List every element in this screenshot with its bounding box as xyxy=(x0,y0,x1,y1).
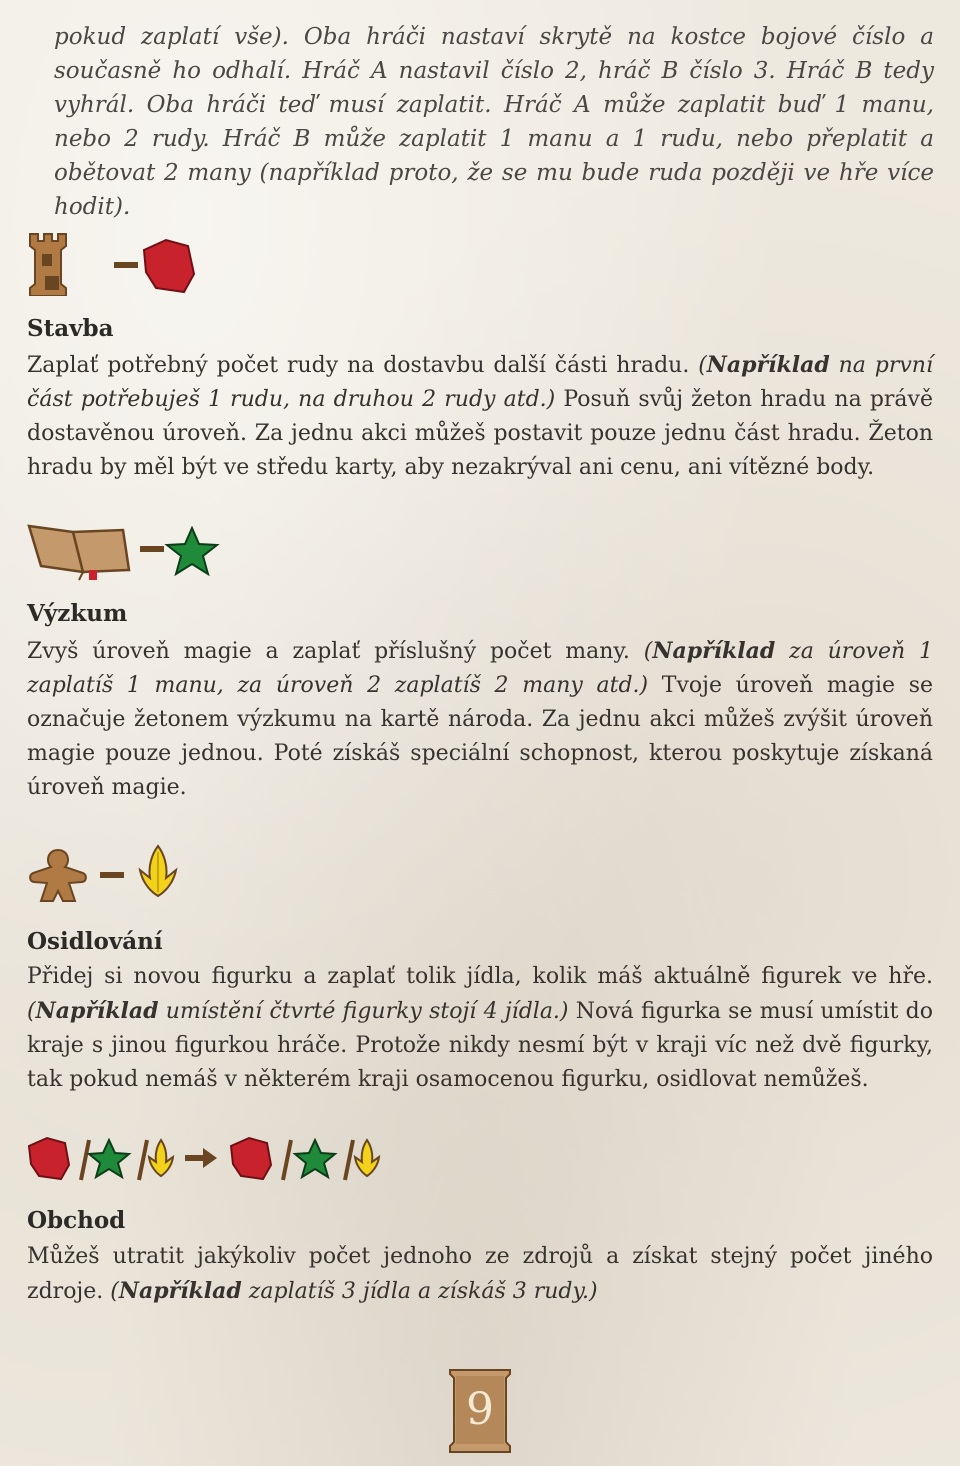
obchod-text xyxy=(27,1240,933,1309)
osidlovani-text xyxy=(27,960,933,1097)
book-icon xyxy=(27,520,131,582)
obchod-ex-label: Například xyxy=(118,1278,242,1304)
obchod-heading: Obchod xyxy=(27,1207,126,1234)
osidlovani-ex-text: umístění čtvrté figurky stojí 4 jídla.) xyxy=(158,999,569,1024)
trade-star-icon-2 xyxy=(295,1140,335,1177)
vyzkum-text2: Tvoje úroveň magie se označuje žetonem výzkumu na kartě národa. Za jednu akci můžeš zvýšit úroveň magie pouze jednou. Poté získáš speciální schopnost, kterou poskytuje získaná úroveň magie. xyxy=(27,673,933,800)
stavba-ex-text: na první část potřebuješ 1 rudu, na druhou 2 rudy atd.) xyxy=(27,353,934,412)
osidlovani-ex-label: Například xyxy=(35,998,159,1024)
trade-ore-icon-2 xyxy=(231,1138,271,1179)
vyzkum-heading: Výzkum xyxy=(27,600,128,627)
osidlovani-text2: Nová figurka se musí umístit do kraje s jinou figurkou hráče. Protože nikdy nesmí být v kraji víc než dvě figurky, tak pokud nemáš v některém kraji osamocenou figurku, osidlovat nemůžeš. xyxy=(27,999,933,1092)
osidlovani-text1: Přidej si novou figurku a zaplať tolik jídla, kolik máš aktuálně figurek ve hře. xyxy=(27,964,933,989)
arrow-icon xyxy=(185,1148,217,1168)
trade-corn-icon-2 xyxy=(355,1140,379,1176)
star-icon xyxy=(140,526,222,578)
stavba-text xyxy=(27,348,933,485)
stavba-ex-open: ( xyxy=(698,353,707,378)
vyzkum-ex-text: za úroveň 1 zaplatíš 1 manu, za úroveň 2 zaplatíš 2 many atd.) xyxy=(27,639,933,698)
osidlovani-heading: Osidlování xyxy=(27,928,163,955)
vyzkum-text1: Zvyš úroveň magie a zaplať příslušný počet many. xyxy=(27,639,644,664)
obchod-text1: Můžeš utratit jakýkoliv počet jednoho ze zdrojů a získat stejný počet jiného zdroje. xyxy=(27,1244,933,1304)
trade-icon-row xyxy=(27,1136,387,1186)
meeple-icon xyxy=(27,848,89,904)
corn-icon xyxy=(100,842,188,906)
ore-icon xyxy=(114,238,196,294)
vyzkum-ex-label: Například xyxy=(652,638,776,664)
stavba-ex-label: Například xyxy=(706,352,830,378)
vyzkum-ex-open: ( xyxy=(643,639,653,664)
page-number-badge xyxy=(444,1368,516,1454)
page-number: 9 xyxy=(466,1384,494,1435)
slash-divider xyxy=(81,1140,89,1180)
stavba-text1: Zaplať potřebný počet rudy na dostavbu další části hradu. xyxy=(27,353,699,378)
stavba-text2: Posuň svůj žeton hradu na právě dostavěnou úroveň. Za jednu akci můžeš postavit pouze jednu část hradu. Žeton hradu by měl být ve středu karty, aby nezakrýval ani cenu, ani vítězné body. xyxy=(27,387,933,480)
obchod-ex-text: zaplatíš 3 jídla a získáš 3 rudy.) xyxy=(241,1279,598,1304)
obchod-ex-open: ( xyxy=(110,1279,119,1304)
vyzkum-text xyxy=(27,634,933,805)
osidlovani-ex-open: ( xyxy=(27,999,36,1024)
trade-star-icon xyxy=(89,1140,129,1177)
trade-ore-icon xyxy=(29,1138,69,1179)
trade-corn-icon xyxy=(149,1140,173,1176)
stavba-heading: Stavba xyxy=(27,315,114,342)
tower-icon xyxy=(27,232,77,296)
intro-paragraph xyxy=(54,20,934,224)
intro-text: pokud zaplatí vše). Oba hráči nastaví skrytě na kostce bojové číslo a současně ho odhalí. Hráč A nastavil číslo 2, hráč B číslo 3. Hráč B tedy vyhrál. Oba hráči teď musí zaplatit. Hráč A může zaplatit buď 1 manu, nebo 2 rudy. Hráč B může zaplatit 1 manu a 1 rudu, nebo přeplatit a obětovat 2 many (například proto, že se mu bude ruda později ve hře více hodit). xyxy=(54,24,934,220)
